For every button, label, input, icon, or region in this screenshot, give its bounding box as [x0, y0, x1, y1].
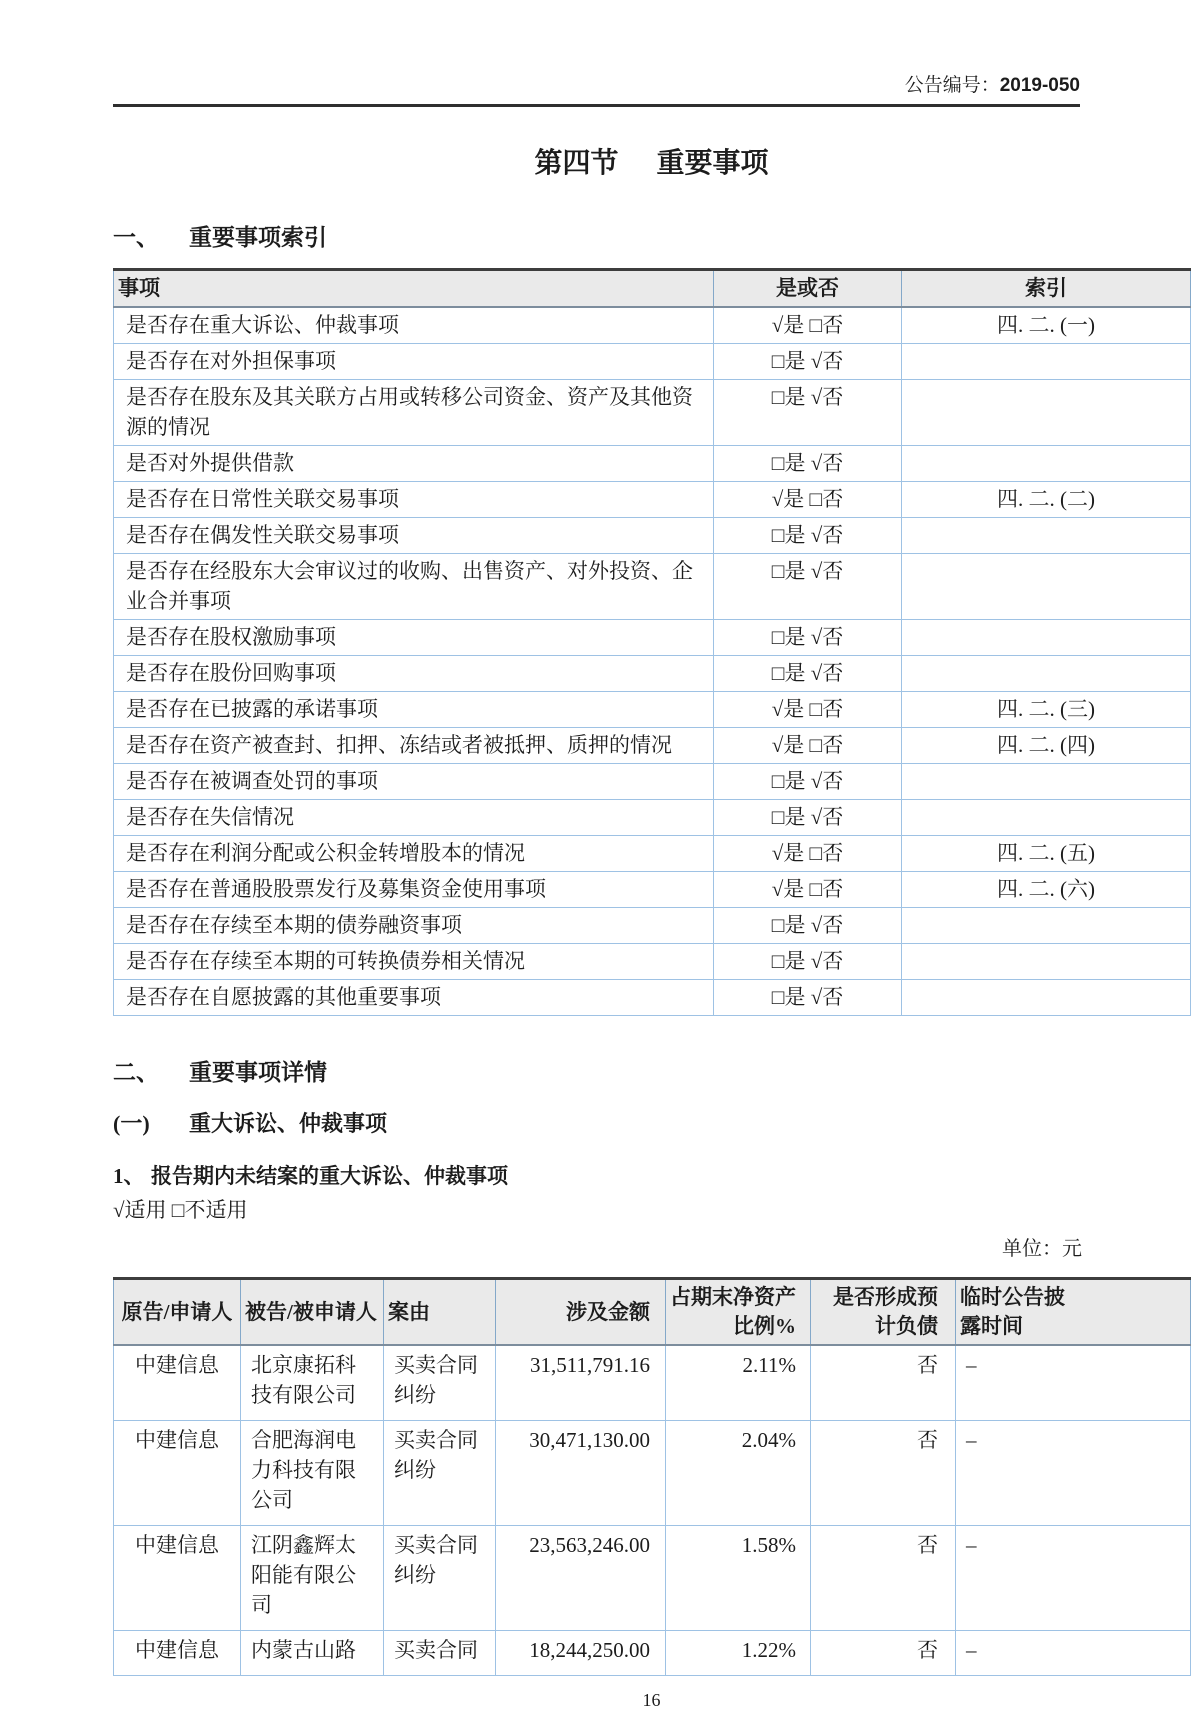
litigation-table-row	[114, 1345, 1191, 1421]
index-table-row-cell-1: □是 √否	[714, 800, 902, 836]
litigation-table-row-cell-2: 买卖合同	[384, 1631, 496, 1676]
index-table-row	[114, 800, 1191, 836]
litigation-table-row-cell-1: 内蒙古山路	[241, 1631, 384, 1676]
index-table-row-cell-0: 是否存在失信情况	[114, 800, 714, 836]
litigation-table-row-cell-6: –	[956, 1631, 1191, 1676]
index-table-row	[114, 908, 1191, 944]
index-table-row	[114, 656, 1191, 692]
litigation-table-row-cell-0: 中建信息	[114, 1421, 241, 1526]
litigation-header-cell-5	[811, 1279, 956, 1346]
index-table-header-row	[114, 270, 1191, 308]
index-table-row	[114, 872, 1191, 908]
index-table-row-cell-2	[902, 980, 1191, 1016]
litigation-table	[113, 1277, 1191, 1676]
page-title-text: 重要事项	[656, 148, 769, 179]
litigation-table-header	[114, 1279, 1191, 1346]
index-table-row-cell-2	[902, 446, 1191, 482]
litigation-table-row-cell-2: 买卖合同纠纷	[384, 1421, 496, 1526]
index-table-row-cell-1: √是 □否	[714, 307, 902, 344]
index-header-cell-2	[902, 270, 1191, 308]
index-header-cell-1	[714, 270, 902, 308]
index-header-cell-0	[114, 270, 714, 308]
doc-number: 2019-050	[999, 75, 1080, 96]
index-table-row-cell-2: 四. 二. (六)	[902, 872, 1191, 908]
index-table-row-cell-2	[902, 656, 1191, 692]
index-table-row	[114, 554, 1191, 620]
item-heading-pending-litigation	[113, 1160, 1190, 1190]
index-table-row-cell-2	[902, 944, 1191, 980]
litigation-table-row	[114, 1526, 1191, 1631]
index-table-row-cell-0: 是否存在偶发性关联交易事项	[114, 518, 714, 554]
litigation-table-row-cell-4: 2.04%	[666, 1421, 811, 1526]
index-table-row-cell-1: □是 √否	[714, 656, 902, 692]
index-table-row-cell-0: 是否存在利润分配或公积金转增股本的情况	[114, 836, 714, 872]
index-table-row-cell-1: □是 √否	[714, 620, 902, 656]
index-table-row-cell-1: √是 □否	[714, 836, 902, 872]
index-table-row-cell-1: □是 √否	[714, 944, 902, 980]
litigation-table-row-cell-6: –	[956, 1345, 1191, 1421]
litigation-header-cell-1	[241, 1279, 384, 1346]
index-table-row-cell-1: □是 √否	[714, 344, 902, 380]
litigation-header-cell-2	[384, 1279, 496, 1346]
index-table-header	[114, 270, 1191, 308]
litigation-table-row-cell-0: 中建信息	[114, 1631, 241, 1676]
index-table-row-cell-0: 是否存在经股东大会审议过的收购、出售资产、对外投资、企业合并事项	[114, 554, 714, 620]
index-table-row-cell-1: □是 √否	[714, 764, 902, 800]
index-table-row	[114, 482, 1191, 518]
index-table-row-cell-0: 是否存在股东及其关联方占用或转移公司资金、资产及其他资源的情况	[114, 380, 714, 446]
index-table-row-cell-2	[902, 764, 1191, 800]
litigation-table-row-cell-4: 1.58%	[666, 1526, 811, 1631]
index-table-body	[114, 307, 1191, 1016]
litigation-table-row-cell-4: 2.11%	[666, 1345, 811, 1421]
subsection-heading-litigation	[113, 1107, 1190, 1138]
litigation-header-cell-4	[666, 1279, 811, 1346]
litigation-header-label-0: 原告/申请人	[121, 1299, 233, 1324]
index-header-label-1: 是或否	[776, 276, 839, 300]
important-matters-index-table	[113, 268, 1191, 1016]
item-heading-text: 报告期内未结案的重大诉讼、仲裁事项	[151, 1164, 508, 1188]
page-title-num: 第四节	[534, 148, 619, 179]
unit-note: 单位：元	[1002, 1238, 1082, 1260]
litigation-table-row-cell-0: 中建信息	[114, 1345, 241, 1421]
litigation-table-row-cell-5: 否	[811, 1345, 956, 1421]
index-table-row-cell-2: 四. 二. (二)	[902, 482, 1191, 518]
index-table-row	[114, 980, 1191, 1016]
index-table-row	[114, 764, 1191, 800]
litigation-table-row	[114, 1421, 1191, 1526]
index-table-row	[114, 836, 1191, 872]
index-table-row	[114, 344, 1191, 380]
litigation-header-cell-0	[114, 1279, 241, 1346]
litigation-table-row-cell-0: 中建信息	[114, 1526, 241, 1631]
litigation-table-row-cell-5: 否	[811, 1421, 956, 1526]
litigation-header-cell-3	[496, 1279, 666, 1346]
litigation-header-label-6: 临时公告披露时间	[960, 1285, 1065, 1338]
index-table-row-cell-2: 四. 二. (四)	[902, 728, 1191, 764]
litigation-table-row-cell-3: 31,511,791.16	[496, 1345, 666, 1421]
section-heading-index-text: 重要事项索引	[189, 225, 327, 250]
litigation-table-row-cell-2: 买卖合同纠纷	[384, 1526, 496, 1631]
litigation-table-body	[114, 1345, 1191, 1676]
index-table-row-cell-2	[902, 344, 1191, 380]
litigation-table-row-cell-3: 18,244,250.00	[496, 1631, 666, 1676]
litigation-table-row-cell-6: –	[956, 1421, 1191, 1526]
litigation-table-row-cell-1: 江阴鑫辉太阳能有限公司	[241, 1526, 384, 1631]
index-table-row-cell-0: 是否存在被调查处罚的事项	[114, 764, 714, 800]
index-table-row-cell-1: □是 √否	[714, 518, 902, 554]
litigation-table-row-cell-4: 1.22%	[666, 1631, 811, 1676]
index-table-row-cell-1: √是 □否	[714, 692, 902, 728]
section-heading-details	[113, 1054, 1190, 1087]
section-heading-details-text: 重要事项详情	[189, 1060, 327, 1085]
index-table-row-cell-0: 是否存在对外担保事项	[114, 344, 714, 380]
index-table-row-cell-0: 是否存在已披露的承诺事项	[114, 692, 714, 728]
index-table-row-cell-2: 四. 二. (三)	[902, 692, 1191, 728]
page-title	[113, 141, 1190, 181]
index-table-row	[114, 692, 1191, 728]
index-table-row-cell-0: 是否存在普通股股票发行及募集资金使用事项	[114, 872, 714, 908]
index-table-row-cell-1: □是 √否	[714, 980, 902, 1016]
litigation-table-row	[114, 1631, 1191, 1676]
litigation-table-row-cell-3: 30,471,130.00	[496, 1421, 666, 1526]
index-header-label-0: 事项	[118, 276, 160, 300]
index-table-row	[114, 518, 1191, 554]
index-table-row-cell-1: √是 □否	[714, 872, 902, 908]
litigation-table-row-cell-3: 23,563,246.00	[496, 1526, 666, 1631]
index-table-row	[114, 307, 1191, 344]
litigation-table-row-cell-1: 北京康拓科技有限公司	[241, 1345, 384, 1421]
subsection-heading-text: 重大诉讼、仲裁事项	[189, 1111, 388, 1136]
litigation-header-label-5: 是否形成预计负债	[833, 1285, 938, 1338]
index-table-row-cell-0: 是否存在资产被查封、扣押、冻结或者被抵押、质押的情况	[114, 728, 714, 764]
index-table-row-cell-2	[902, 908, 1191, 944]
index-table-row-cell-2	[902, 518, 1191, 554]
index-table-row-cell-2	[902, 620, 1191, 656]
index-table-row-cell-1: □是 √否	[714, 446, 902, 482]
index-table-row	[114, 944, 1191, 980]
index-table-row-cell-0: 是否存在存续至本期的债券融资事项	[114, 908, 714, 944]
litigation-header-label-4: 占期末净资产比例%	[670, 1285, 796, 1338]
litigation-header-label-3: 涉及金额	[566, 1299, 650, 1324]
index-table-row	[114, 446, 1191, 482]
index-table-row-cell-2	[902, 554, 1191, 620]
litigation-header-label-1: 被告/被申请人	[245, 1299, 377, 1324]
litigation-table-header-row	[114, 1279, 1191, 1346]
litigation-header-cell-6	[956, 1279, 1191, 1346]
index-table-row-cell-2	[902, 800, 1191, 836]
index-table-row-cell-1: □是 √否	[714, 380, 902, 446]
page-number: 16	[642, 1690, 661, 1710]
index-table-row	[114, 380, 1191, 446]
applicability-line: √适用 □不适用	[113, 1198, 248, 1222]
index-table-row-cell-0: 是否对外提供借款	[114, 446, 714, 482]
index-header-label-2: 索引	[1025, 276, 1067, 300]
index-table-row-cell-2	[902, 380, 1191, 446]
index-table-row-cell-0: 是否存在股份回购事项	[114, 656, 714, 692]
litigation-table-row-cell-5: 否	[811, 1631, 956, 1676]
index-table-row-cell-2: 四. 二. (五)	[902, 836, 1191, 872]
section-heading-index-num: 一、	[113, 225, 159, 250]
index-table-row	[114, 728, 1191, 764]
litigation-table-row-cell-1: 合肥海润电力科技有限公司	[241, 1421, 384, 1526]
index-table-row-cell-0: 是否存在自愿披露的其他重要事项	[114, 980, 714, 1016]
index-table-row-cell-1: √是 □否	[714, 482, 902, 518]
subsection-heading-num: (一)	[113, 1111, 150, 1136]
index-table-row-cell-0: 是否存在日常性关联交易事项	[114, 482, 714, 518]
litigation-table-row-cell-6: –	[956, 1526, 1191, 1631]
index-table-row-cell-2: 四. 二. (一)	[902, 307, 1191, 344]
doc-header	[113, 70, 1080, 107]
index-table-row-cell-0: 是否存在重大诉讼、仲裁事项	[114, 307, 714, 344]
section-heading-index	[113, 219, 1190, 252]
index-table-row	[114, 620, 1191, 656]
item-heading-num: 1、	[113, 1164, 145, 1188]
index-table-row-cell-1: □是 √否	[714, 908, 902, 944]
litigation-table-row-cell-5: 否	[811, 1526, 956, 1631]
doc-number-label: 公告编号：	[904, 75, 1000, 96]
index-table-row-cell-0: 是否存在存续至本期的可转换债券相关情况	[114, 944, 714, 980]
litigation-table-row-cell-2: 买卖合同纠纷	[384, 1345, 496, 1421]
index-table-row-cell-1: √是 □否	[714, 728, 902, 764]
litigation-header-label-2: 案由	[388, 1299, 430, 1324]
section-heading-details-num: 二、	[113, 1060, 159, 1085]
index-table-row-cell-0: 是否存在股权激励事项	[114, 620, 714, 656]
index-table-row-cell-1: □是 √否	[714, 554, 902, 620]
